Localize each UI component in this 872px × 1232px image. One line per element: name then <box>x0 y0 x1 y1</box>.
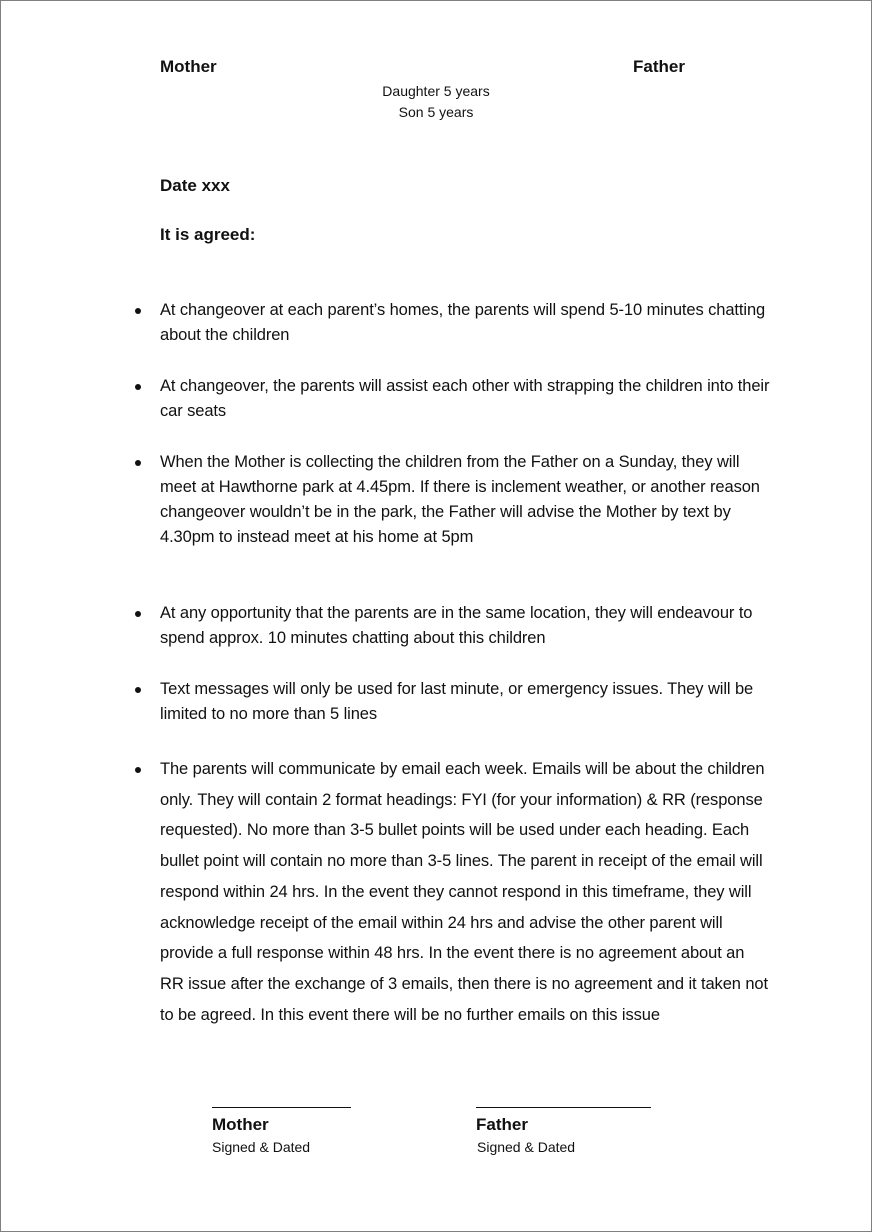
agreement-text: Text messages will only be used for last minute, or emergency issues. They will be limited to no more than 5 lines <box>160 680 754 723</box>
agreement-text: At changeover at each parent’s homes, the parents will spend 5-10 minutes chatting about the children <box>160 301 766 344</box>
bullet-icon <box>135 384 141 390</box>
agreement-item-2 <box>160 374 772 424</box>
date-label: Date xxx <box>160 176 230 195</box>
father-signature-caption: Signed & Dated <box>477 1139 576 1155</box>
agreement-item-4 <box>160 601 772 651</box>
agreement-item-6 <box>160 754 772 1030</box>
bullet-icon <box>135 611 141 617</box>
children-list <box>1 81 871 123</box>
father-signature-line <box>476 1107 651 1108</box>
father-signature-name: Father <box>476 1115 528 1134</box>
agreement-item-1 <box>160 298 772 348</box>
header-father: Father <box>633 57 685 76</box>
agreement-item-5 <box>160 677 772 727</box>
header-mother: Mother <box>160 57 217 76</box>
bullet-icon <box>135 687 141 693</box>
mother-signature-line <box>212 1107 351 1108</box>
agreement-text: At any opportunity that the parents are in the same location, they will endeavour to spend approx. 10 minutes chatting about this children <box>160 604 753 647</box>
mother-signature-caption: Signed & Dated <box>212 1139 311 1155</box>
mother-signature-name: Mother <box>212 1115 269 1134</box>
bullet-icon <box>135 308 141 314</box>
child-daughter: Daughter 5 years <box>382 83 490 99</box>
agreement-item-3 <box>160 450 772 550</box>
agreed-heading: It is agreed: <box>160 225 256 244</box>
child-son: Son 5 years <box>398 104 474 120</box>
agreement-text: At changeover, the parents will assist each other with strapping the children into their car seats <box>160 377 770 420</box>
bullet-icon <box>135 767 141 773</box>
agreement-text: The parents will communicate by email each week. Emails will be about the children only. They will contain 2 format headings: FYI (for your information) & RR (response requested). No more than 3-5 bullet points will be used under each heading. Each bullet point will contain no more than 3-5 lines. The parent in receipt of the email will respond within 24 hrs. In the event they cannot respond in this timeframe, they will acknowledge receipt of the email within 24 hrs and advise the other parent will provide a full response within 48 hrs. In the event there is no agreement about an RR issue after the exchange of 3 emails, then there is no agreement and it taken not to be agreed. In this event there will be no further emails on this issue <box>160 760 768 1024</box>
bullet-icon <box>135 460 141 466</box>
agreement-text: When the Mother is collecting the children from the Father on a Sunday, they will meet at Hawthorne park at 4.45pm. If there is inclement weather, or another reason changeover wouldn’t be in the park, the Father will advise the Mother by text by 4.30pm to instead meet at his home at 5pm <box>160 453 760 546</box>
